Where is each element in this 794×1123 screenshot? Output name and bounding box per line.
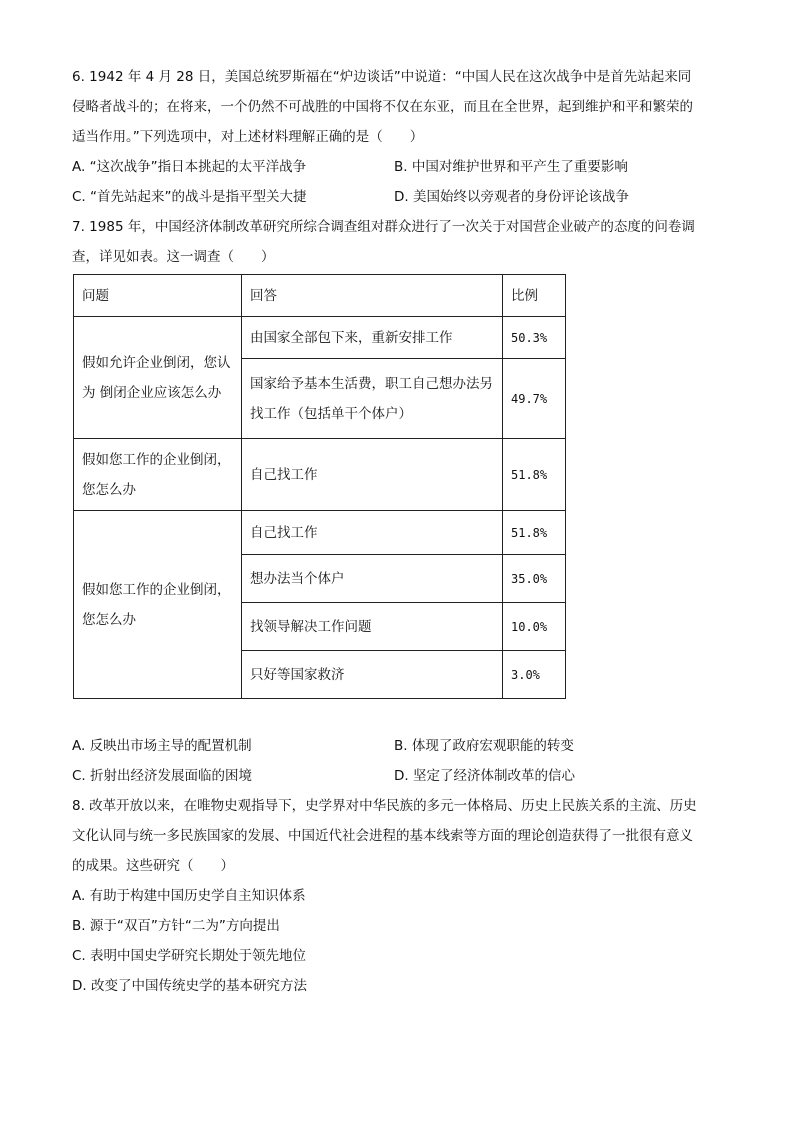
question-8	[72, 791, 732, 1001]
group-1-ratio-2: 49.7%	[503, 359, 566, 439]
header-question: 问题	[74, 275, 242, 317]
group-1-answer-1: 由国家全部包下来，重新安排工作	[242, 317, 503, 359]
spacer	[72, 699, 732, 731]
group-3-answer-4: 只好等国家救济	[242, 651, 503, 699]
group-3-question: 假如您工作的企业倒闭，您怎么办	[74, 511, 242, 699]
question-8-line-1: 8. 改革开放以来，在唯物史观指导下，史学界对中华民族的多元一体格局、历史上民族关系的主流、历史	[72, 798, 697, 814]
header-ratio: 比例	[503, 275, 566, 317]
question-6-option-b[interactable]: B. 中国对维护世界和平产生了重要影响	[394, 159, 628, 175]
group-3-answer-1: 自己找工作	[242, 511, 503, 555]
question-6-line-1: 6. 1942 年 4 月 28 日，美国总统罗斯福在“炉边谈话”中说道：“中国人民在这次战争中是首先站起来同	[72, 69, 692, 85]
group-2-answer-1: 自己找工作	[242, 439, 503, 511]
question-8-option-c[interactable]: C. 表明中国史学研究长期处于领先地位	[72, 948, 307, 964]
question-8-line-2: 文化认同与统一多民族国家的发展、中国近代社会进程的基本线索等方面的理论创造获得了一批很有意义	[72, 828, 693, 844]
group-3-answer-3: 找领导解决工作问题	[242, 603, 503, 651]
question-7-option-d[interactable]: D. 坚定了经济体制改革的信心	[394, 768, 575, 784]
group-3-answer-2: 想办法当个体户	[242, 555, 503, 603]
question-7-option-a[interactable]: A. 反映出市场主导的配置机制	[72, 738, 252, 754]
group-3-ratio-4: 3.0%	[503, 651, 566, 699]
question-8-line-3: 的成果。这些研究（ ）	[72, 858, 234, 874]
group-3-ratio-3: 10.0%	[503, 603, 566, 651]
group-1-answer-2: 国家给予基本生活费，职工自己想办法另找工作（包括单干个体户）	[242, 359, 503, 439]
question-7	[72, 212, 732, 791]
group-3-ratio-2: 35.0%	[503, 555, 566, 603]
question-7-line-2: 查，详见如表。这一调查（ ）	[72, 249, 275, 265]
table-row	[74, 511, 566, 555]
table-header-row	[74, 275, 566, 317]
question-7-line-1: 7. 1985 年，中国经济体制改革研究所综合调查组对群众进行了一次关于对国营企业破产的态度的问卷调	[72, 219, 695, 235]
question-6-options-row-1	[72, 152, 732, 182]
group-1-question: 假如允许企业倒闭，您认为 倒闭企业应该怎么办	[74, 317, 242, 439]
group-1-ratio-1: 50.3%	[503, 317, 566, 359]
question-7-options-row-1	[72, 731, 732, 761]
group-2-ratio-1: 51.8%	[503, 439, 566, 511]
group-3-ratio-1: 51.8%	[503, 511, 566, 555]
question-6	[72, 62, 732, 212]
question-6-options-row-2	[72, 182, 732, 212]
question-6-option-c[interactable]: C. “首先站起来”的战斗是指平型关大捷	[72, 189, 307, 205]
question-7-options-row-2	[72, 761, 732, 791]
question-8-option-a[interactable]: A. 有助于构建中国历史学自主知识体系	[72, 888, 306, 904]
question-6-option-a[interactable]: A. “这次战争”指日本挑起的太平洋战争	[72, 159, 307, 175]
question-7-option-b[interactable]: B. 体现了政府宏观职能的转变	[394, 738, 574, 754]
table-row	[74, 439, 566, 511]
exam-page	[72, 62, 732, 1001]
table-row	[74, 317, 566, 359]
question-6-line-3: 适当作用。”下列选项中，对上述材料理解正确的是（ ）	[72, 129, 424, 145]
question-6-line-2: 侵略者战斗的；在将来，一个仍然不可战胜的中国将不仅在东亚，而且在全世界，起到维护和平和繁荣的	[72, 99, 693, 115]
question-8-option-d[interactable]: D. 改变了中国传统史学的基本研究方法	[72, 978, 307, 994]
survey-table	[73, 274, 566, 699]
question-8-option-b[interactable]: B. 源于“双百”方针“二为”方向提出	[72, 918, 280, 934]
question-7-option-c[interactable]: C. 折射出经济发展面临的困境	[72, 768, 253, 784]
group-2-question: 假如您工作的企业倒闭，您怎么办	[74, 439, 242, 511]
question-6-option-d[interactable]: D. 美国始终以旁观者的身份评论该战争	[394, 189, 629, 205]
header-answer: 回答	[242, 275, 503, 317]
